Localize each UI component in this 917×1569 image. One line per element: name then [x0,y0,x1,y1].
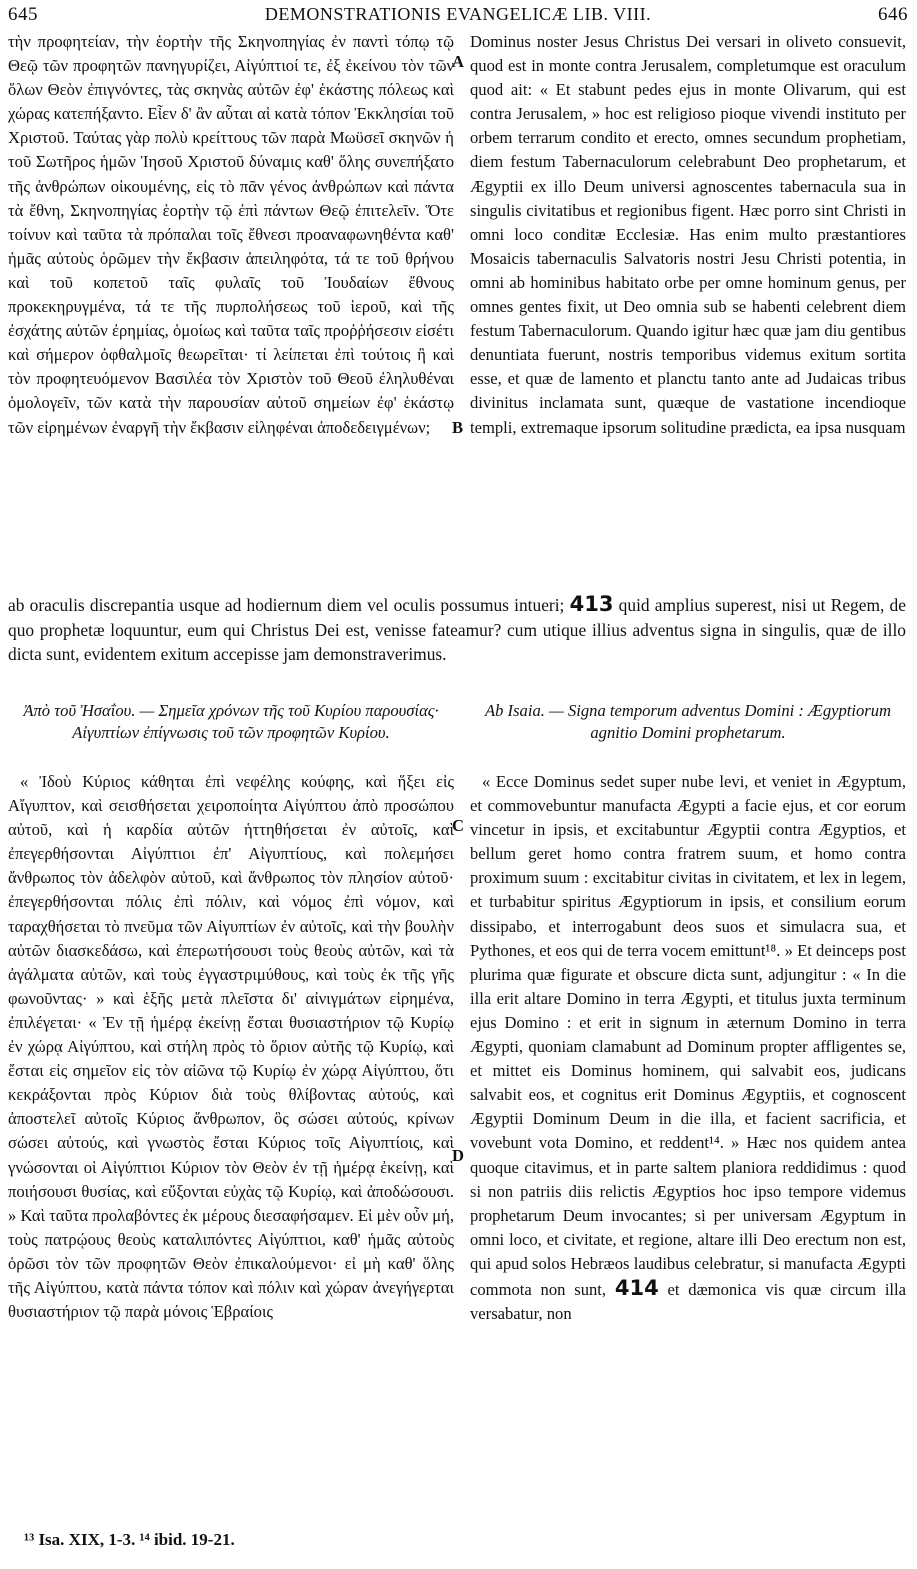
margin-marker-a: A [452,52,464,71]
full-width-paragraph [8,592,906,667]
latin-paragraph-top: Dominus noster Jesus Christus Dei versari in oliveto consuevit, quod est in monte contra Jerusalem, completumque est oraculum quod ait: « Et stabunt pedes ejus in monte Olivarum, qui est contra Jerusalem, » hoc est religioso pioque vivendi instituto per orbem terrarum condito et erecto, omnes secundum prophetiam, diem festum Tabernaculorum celebrabunt Deo prophetarum, et Ægyptii ex illo Deum universi agnoscentes tabernacula sua in singulis civitatibus et regionibus figent. Hæc porro sint Christi in omni loco conditæ Ecclesiæ. Has enim multo præstantiores Mosaicis tabernaculis Salvatoris nostri Jesu Christi potentia, in omni ab hominibus habitato orbe per omne hominum genus, per omnes gentes fixit, ut Deo omnia sub se habenti celebrent diem festum Tabernaculorum. Quando igitur hæc quæ jam diu gentibus denuntiata fuerunt, nostris temporibus videmus exitum sortita esse, et quæ de lamento et planctu tanto ante ad Judaicas tribus divinitus inclamata sunt, quæque de vastatione incendioque templi, extremaque ipsorum solitudine prædicta, ea ipsa nusquam [470,32,906,437]
page-number-left: 645 [8,4,38,25]
greek-paragraph-top: τὴν προφητείαν, τὴν ἑορτὴν τῆς Σκηνοπηγίας ἐν παντὶ τόπῳ τῷ Θεῷ τῶν προφητῶν πανηγυρίζει, Αἰγύπτιοί τε, ἐξ ἐκείνου τὸν τῶν ὅλων Θεὸν ἐπιγνόντες, τὰς σκηνὰς αὐτῶν ἐφ' ἑκάστης πόλεως καὶ χώρας κατεπήξαντο. Εἶεν δ' ἂν αὗται αἱ κατὰ τόπον Ἐκκλησίαι τοῦ Χριστοῦ. Ταύτας γὰρ πολὺ κρείττους τῶν παρὰ Μωϋσεῖ σκηνῶν ἡ τοῦ Σωτῆρος ἡμῶν Ἰησοῦ Χριστοῦ δύναμις καθ' ὅλης συνεπήξατο τῆς ἀνθρώπων οἰκουμένης, εἰς τὸ πᾶν γένος ἀνθρώπων καὶ πάντα τὰ ἔθνη, Σκηνοπηγίας ἑορτὴν τῷ ἐπὶ πάντων Θεῷ ἐπιτελεῖν. Ὅτε τοίνυν καὶ ταῦτα τὰ πρόπαλαι τοῖς ἔθνεσι προαναφωνηθέντα καθ' ἡμᾶς αὐτοὺς ὁρῶμεν τὴν ἔκβασιν ἀπειληφότα, τά τε τοῦ θρήνου καὶ τοῦ κοπετοῦ ταῖς φυλαῖς τοῦ Ἰουδαίων ἔθνους προκεκηρυγμένα, τά τε τῆς πυρπολήσεως τοῦ ἱεροῦ, καὶ τῆς ἐσχάτης αὐτῶν ἐρημίας, ὁμοίως καὶ ταῦτα ταῖς προῤῥήσεσιν εἰσέτι καὶ σήμερον ὀφθαλμοῖς θεωρεῖται· τί λείπεται ἐπὶ τούτοις ἢ καὶ τὸν προφητευόμενον Βασιλέα τὸν Χριστὸν τοῦ Θεοῦ ἐληλυθέναι ὁμολογεῖν, τῶν κατὰ τὴν παρουσίαν αὐτοῦ σημείων ἐφ' ἑκάστῳ τῶν εἰρημένων ἐναργῆ τὴν ἔκβασιν εἰληφέναι ἀποδεδειγμένων; [8,32,454,437]
latin-paragraph-bottom: « Ecce Dominus sedet super nube levi, et veniet in Ægyptum, et commovebuntur manufacta Ægypti a facie ejus, et cor eorum vincetur in ipsis, et excitabuntur Ægyptii contra Ægyptios, et bellum geret homo contra fratrem suum, et homo contra proximum suum : excitabitur civitas in civitatem, et lex in legem, et turbabitur spiritus Ægyptiorum in ipsis, et consilium eorum dissipabo, et interrogabunt deos suos et simulacra sua, et Pythones, et eos qui de terra vocem emittunt¹⁸. » Et deinceps post plurima quæ figurate et obscure dicta sunt, adjungitur : « In die illa erit altare Domino in terra Ægypti, et titulus juxta terminum ejus Domino : et erit in signum in æternum Domino in terra Ægypti, quoniam clamabunt ad Dominum propter affligentes se, et mittet eis Dominus hominem, qui salvabit eos, judicans salvabit eos, et cognitus erit Dominus Ægyptiis, et cognoscent Ægyptii Dominum Deum in die illa, et facient sacrificia, et vovebunt vota Domino, et reddent¹⁴. » Hæc nos quidem antea quoque citavimus, et in parte saltem planiora reddidimus : quod si non patriis diis relictis Ægyptios hoc ipso tempore videmus prophetarum Deum invocantes; si per universam Ægyptum in omni loco, et civitate, et regione, altare illi Deo erectum non est, qui apud solos Hebræos laudibus celebratur, si manufacta Ægypti commota non sunt, [470,772,906,1299]
column-number-413: 413 [569,592,614,616]
latin-paragraph-bottom-end: et dæmonica vis quæ circum illa versabatur, non [470,1279,907,1324]
margin-marker-d: D [452,1146,464,1165]
page-number-right: 646 [878,4,908,25]
full-width-text-after: quid amplius superest, nisi ut Regem, de quo prophetæ loquuntur, eum qui Christus Dei est, venisse fateamur? cum utique illius adventus signa in singulis, quæ de illo dicta sunt, evidentem exitum accepisse jam demonstraverimus. [8,595,906,665]
margin-marker-c: C [452,816,464,835]
running-title: DEMONSTRATIONIS EVANGELICÆ LIB. VIII. [264,4,652,24]
latin-column-bottom [470,770,906,1326]
greek-column-top [8,30,454,440]
latin-section-heading: Ab Isaia. — Signa temporum adventus Domini : Ægyptiorum agnitio Domini prophetarum. [484,701,892,742]
margin-marker-b: B [452,418,464,437]
greek-column-bottom [8,770,454,1324]
footnote: ¹³ Isa. XIX, 1-3. ¹⁴ ibid. 19-21. [24,1530,235,1549]
greek-paragraph-bottom: « Ἰδοὺ Κύριος κάθηται ἐπὶ νεφέλης κούφης, καὶ ἥξει εἰς Αἴγυπτον, καὶ σεισθήσεται χειροποίητα Αἰγύπτου ἀπὸ προσώπου αὐτοῦ, καὶ ἡ καρδία αὐτῶν ἡττηθήσεται ἐν αὐτοῖς, καὶ ἐπεγερθήσονται Αἰγύπτιοι ἐπ' Αἰγυπτίους, καὶ πολεμήσει ἄνθρωπος τὸν ἀδελφὸν αὐτοῦ, καὶ ἄνθρωπος τὸν πλησίον αὐτοῦ· ἐπεγερθήσονται πόλις ἐπὶ πόλιν, καὶ νόμος ἐπὶ νόμον, καὶ ταραχθήσεται τὸ πνεῦμα τῶν Αἰγυπτίων ἐν αὐτοῖς, καὶ τὴν βουλὴν αὐτῶν διασκεδάσω, καὶ ἐπερωτήσουσι τοὺς θεοὺς αὐτῶν, καὶ τὰ ἀγάλματα αὐτῶν, καὶ τοὺς ἐγγαστριμύθους, καὶ τοὺς ἐκ τῆς γῆς φωνοῦντας· » καὶ ἑξῆς μετὰ πλεῖστα δι' αἰνιγμάτων εἰρημένα, ἐπιλέγεται· « Ἐν τῇ ἡμέρᾳ ἐκείνῃ ἔσται θυσιαστήριον τῷ Κυρίῳ ἐν χώρᾳ Αἰγύπτου, καὶ στήλη πρὸς τὸ ὅριον αὐτῆς τῷ Κυρίῳ, καὶ ἔσται εἰς σημεῖον εἰς τὸν αἰῶνα τῷ Κυρίῳ ἐν χώρᾳ Αἰγύπτου, ὅτι κεκράξονται πρὸς Κύριον διὰ τοὺς θλίβοντας αὐτούς, καὶ ἀποστελεῖ αὐτοῖς Κύριος ἄνθρωπον, ὃς σώσει αὐτούς, κρίνων σώσει αὐτούς, καὶ γνωστὸς ἔσται Κύριος τοῖς Αἰγυπτίοις, καὶ γνώσονται οἱ Αἰγύπτιοι Κύριον τὸν Θεὸν ἐν τῇ ἡμέρᾳ ἐκείνῃ, καὶ ποιήσουσι θυσίας, καὶ εὔξονται εὐχὰς τῷ Κυρίῳ, καὶ ἀποδώσουσι. » Καὶ ταῦτα προλαβόντες ἐκ μέρους διεσαφήσαμεν. Εἰ μὲν οὖν μή, τοὺς πατρῴους θεοὺς καταλιπόντες Αἰγύπτιοι, καθ' ἡμᾶς αὐτοὺς ὁρῶσι τὸν τῶν προφητῶν Θεὸν ἐπικαλούμενοι· εἰ μὴ καθ' ὅλης τῆς Αἰγύπτου, κατὰ πάντα τόπον καὶ πόλιν καὶ χώραν ἀνεγήγερται θυσιαστήριον τῷ παρὰ μόνοις Ἑβραίοις [8,772,454,1322]
latin-column-top [470,30,906,440]
full-width-text-before: ab oraculis discrepantia usque ad hodiernum diem vel oculis possumus intueri; [8,595,565,615]
greek-section-heading: Ἀπὸ τοῦ Ἠσαΐου. — Σημεῖα χρόνων τῆς τοῦ Κυρίου παρουσίας· Αἰγυπτίων ἐπίγνωσις τοῦ τῶν προφητῶν Κυρίου. [23,701,439,742]
column-number-414: 414 [614,1275,659,1300]
